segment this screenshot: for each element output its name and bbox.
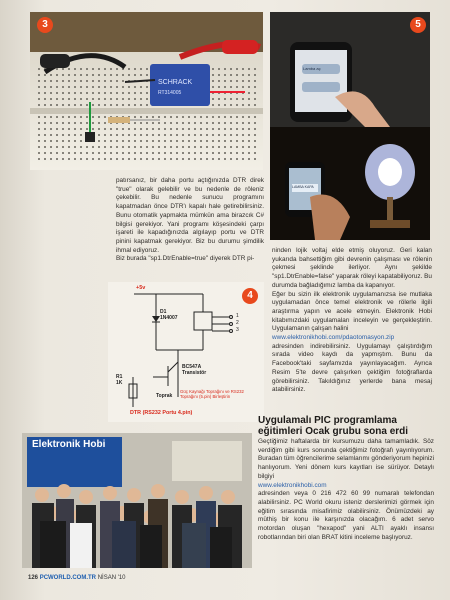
diode-label: D1 1N4007 [160, 309, 178, 321]
left-paragraph-1: patırsanız, bir daha portu açtığınızda DTR direk "true" olarak gelebilir ve bu nedenle de röleniz çekebilir. Bu nedenle sunucu programını kapatmadan önce DTR'ı kapalı hale getirebilirsiniz. Bunu otomatik yapmakta mümkün ama birazcık C# bilgisi gerekiyor. Yani programı köşesindeki çarpı işareti ile kapadığınızda algılayıp portu ve DTR pinini kapatmak gerekiyor. Biz bu durumu şimdilik ihmal ediyoruz. [116, 177, 264, 254]
group-photo [22, 433, 252, 568]
photo-3-badge: 3 [37, 17, 53, 33]
left-paragraph-2: Biz burada "sp1.DtrEnable=true" diyerek DTR pi- [116, 255, 255, 263]
ground-label: Toprak [156, 393, 173, 399]
ground-note: Güç Kaynağı Toprağını ve RS232 Toprağını (5.pin) Birleştirin [180, 389, 244, 399]
right-paragraph-3: adresinden indirebilirsiniz. Uygulamayı çalıştırdığım sırada video kaydı da yapmıştım. Bunu da Facebook'taki sayfamızda yayınlayacağım. Ayrıca Resim 5'te devre çalışırken çektiğim fotoğraflarda görebilirsiniz. Takıldığınız yerlerde bana mesaj atabilirsiniz. [272, 342, 432, 394]
lamp-off-label: LAMBA KAPA [292, 185, 314, 189]
breadboard-photo [30, 12, 263, 170]
supply-label: +5v [136, 285, 146, 291]
photo-5-badge: 5 [410, 17, 426, 33]
resistor-label: R1 1K [116, 374, 123, 386]
page-footer [28, 575, 126, 581]
relay-pin-2: 2 [236, 320, 239, 326]
circuit-badge: 4 [242, 288, 258, 304]
section-paragraph-1: Geçtiğimiz haftalarda bir kursumuzu daha tamamladık. Söz verdiğim gibi kurs sonunda çektiğimiz fotoğrafı yayınlıyorum. Buradan tüm öğrencilerime selamlarımı gönderiyorum hepinizi hanlıyorum. Yeni dönem kurs kayıtları ise sürüyor. Detaylı bilgiyi [258, 438, 434, 480]
relay-pin-3: 3 [236, 327, 239, 333]
lamp-phone-illustration [270, 12, 430, 240]
footer-site: PCWORLD.COM.TR [39, 575, 97, 581]
download-link[interactable]: www.elektronikhobi.com/pdaotomasyon.zip [272, 334, 395, 342]
page-number: 126 [28, 575, 39, 581]
section-heading: Uygulamalı PIC programlama eğitimleri Ocak grubu sona erdi [258, 415, 409, 437]
right-paragraph-1: ninden lojik voltaj elde etmiş oluyoruz. Geri kalan yukarıda bahsettiğim gibi devrenin çalışması ve rölenin çekmesi şeklinde ilerliyor. Aynı şekilde "sp1.DtrEnable=false" yaparak röleyi kapatabiliyoruz. Bu durumda bağladığımız lamba da kapanıyor. [272, 247, 432, 289]
circuit-diagram [108, 282, 264, 422]
circuit-schematic [108, 282, 264, 422]
transistor-label: BC547A Transistör [182, 364, 207, 376]
relay-pin-1: 1 [236, 313, 239, 319]
section-body [258, 438, 434, 542]
svg-text:SCHRACK: SCHRACK [158, 79, 193, 86]
left-column [116, 177, 264, 264]
svg-text:RT314005: RT314005 [158, 90, 182, 96]
right-column [272, 247, 432, 395]
lamp-phone-photo [270, 12, 430, 240]
section-paragraph-2: adresinden veya 0 216 472 60 99 numaralı telefondan alabilirsiniz. PC World okuru isteniz derslerimizi görmek için eğitim sırasında misafirimiz olabilirsiniz. Önümüzdeki ay müthiş bir konu ile karşınızda olacağım. 6 adet servo motordan oluşan "hexapod" yani ALTI ayaklı insansı robotlarından biri olan BRAT kitini inceleme başlıyoruz. [258, 490, 434, 541]
section-link[interactable]: www.elektronikhobi.com [258, 481, 327, 489]
footer-issue: NİSAN '10 [97, 575, 126, 581]
group-photo-banner: Elektronik Hobi [32, 439, 106, 450]
lamp-button-label: Lamba aç [303, 66, 321, 71]
breadboard-illustration [30, 12, 263, 170]
right-paragraph-2: Eğer bu sizin ilk elektronik uygulamanızsa ise mutlaka uygulamadan önce temel elektronik ve rölerle ilgili araştırma yapın ve acele etmeyin. Elektronik Hobi kitabımızdaki uygulamaları inceleyin ve gerçekleştirin. Uygulamanın çalışan halini [272, 290, 432, 333]
group-illustration [22, 433, 252, 568]
dtr-label: DTR (RS232 Portu 4.pin) [130, 410, 193, 416]
